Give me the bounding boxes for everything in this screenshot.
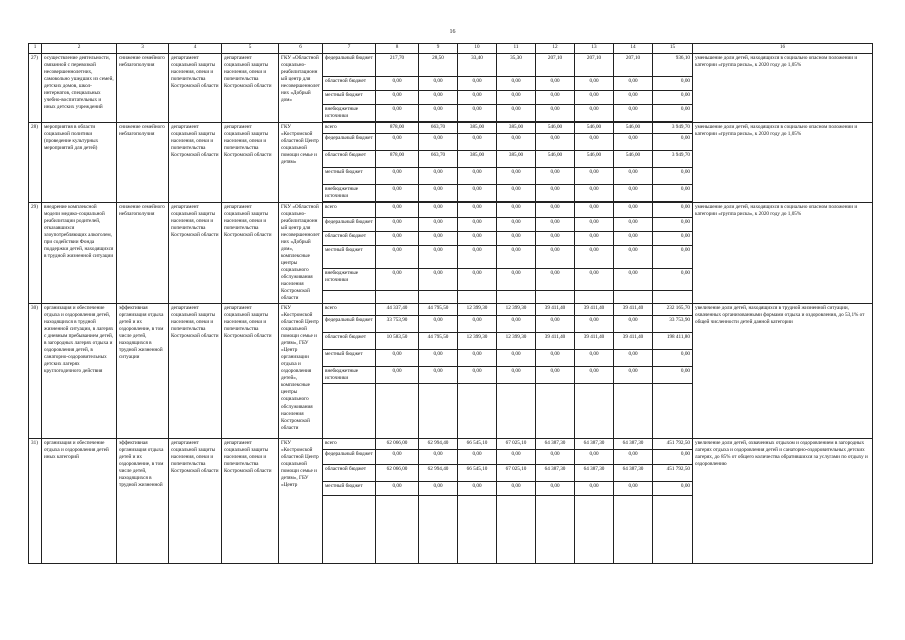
amount-cell: 0,00 (497, 482, 536, 496)
coordinator-cell: департамент социальной защиты населения, опеки и попечительства Костромской области (169, 439, 222, 564)
amount-cell: 385,00 (497, 151, 536, 168)
amount-cell: 67 025,10 (497, 465, 536, 482)
funding-source-cell: местный бюджет (323, 168, 376, 185)
amount-cell: 0,00 (419, 367, 458, 384)
amount-cell: 0,00 (536, 231, 575, 245)
amount-cell: 0,00 (536, 268, 575, 290)
amount-cell: 64 387,30 (575, 439, 614, 450)
empty-cell (575, 496, 614, 564)
action-cell: мероприятия в области социальной политики (проведение культурных мероприятий для детей) (42, 123, 117, 203)
amount-cell: 0,00 (653, 367, 693, 384)
funding-source-cell: областной бюджет (323, 465, 376, 482)
amount-cell: 0,00 (458, 450, 497, 465)
coordinator-cell: департамент социальной защиты населения, опеки и попечительства Костромской области (169, 304, 222, 439)
amount-cell: 0,00 (614, 185, 653, 202)
customer-cell: департамент социальной защиты населения, опеки и попечительства Костромской области (222, 123, 279, 203)
amount-cell: 0,00 (614, 450, 653, 465)
amount-cell: 0,00 (575, 217, 614, 231)
amount-cell: 0,00 (419, 168, 458, 185)
executor-cell: ГКУ «Костромской областной Центр социальной помощи семье и детям», ГБУ «Центр (279, 439, 323, 564)
result-cell: увеличение доли детей, охваченных отдыхом и оздоровлением в загородных лагерях отдыха и оздоровления детей и санаторно-оздоровительных детских лагерях, до 85% от общего количества обратившихся за услугами по отдыху и оздоровлению (693, 439, 873, 564)
amount-cell: 0,00 (419, 105, 458, 122)
amount-cell: 0,00 (419, 134, 458, 151)
amount-cell: 0,00 (653, 217, 693, 231)
amount-cell: 0,00 (575, 203, 614, 217)
funding-source-cell: всего (323, 304, 376, 316)
amount-cell: 207,10 (614, 54, 653, 77)
amount-cell: 0,00 (536, 105, 575, 122)
amount-cell: 0,00 (614, 350, 653, 367)
funding-source-cell: всего (323, 123, 376, 134)
amount-cell: 0,00 (653, 231, 693, 245)
amount-cell: 66 545,10 (458, 465, 497, 482)
amount-cell: 39 411,40 (575, 333, 614, 350)
header-cell: 10 (458, 44, 497, 54)
amount-cell: 198 411,80 (653, 333, 693, 350)
amount-cell: 0,00 (497, 91, 536, 105)
amount-cell: 0,00 (536, 450, 575, 465)
header-cell: 2 (42, 44, 117, 54)
executor-cell: ГКУ «Костромской областной Центр социальной помощи семье и детям» (279, 123, 323, 203)
amount-cell: 0,00 (653, 482, 693, 496)
amount-cell: 0,00 (458, 168, 497, 185)
header-cell: 9 (419, 44, 458, 54)
amount-cell: 451 792,50 (653, 465, 693, 482)
amount-cell: 0,00 (458, 246, 497, 268)
amount-cell: 0,00 (614, 134, 653, 151)
empty-cell (536, 496, 575, 564)
funding-source-cell: внебюджетные источники (323, 268, 376, 290)
amount-cell: 0,00 (419, 482, 458, 496)
funding-source-cell: местный бюджет (323, 91, 376, 105)
empty-cell (376, 384, 419, 439)
amount-cell: 0,00 (419, 77, 458, 91)
amount-cell: 64 387,30 (575, 465, 614, 482)
amount-cell: 385,00 (497, 123, 536, 134)
amount-cell: 0,00 (497, 185, 536, 202)
action-cell: внедрение комплексной модели медико-социальной реабилитации родителей, отказавшихся злоупотребляющих алкоголем, при содействии Фонда поддержки детей, находящихся в трудной жизненной ситуации (42, 203, 117, 304)
funding-source-cell: федеральный бюджет (323, 450, 376, 465)
amount-cell: 0,00 (458, 77, 497, 91)
empty-cell (419, 384, 458, 439)
amount-cell: 0,00 (614, 105, 653, 122)
amount-cell: 0,00 (536, 367, 575, 384)
amount-cell: 12 399,30 (458, 304, 497, 316)
amount-cell: 62 066,00 (376, 439, 419, 450)
header-cell: 6 (279, 44, 323, 54)
amount-cell: 878,00 (376, 151, 419, 168)
amount-cell: 62 066,00 (376, 465, 419, 482)
amount-cell: 0,00 (376, 134, 419, 151)
funding-source-cell: федеральный бюджет (323, 217, 376, 231)
amount-cell: 0,00 (653, 246, 693, 268)
amount-cell: 546,00 (614, 123, 653, 134)
amount-cell: 0,00 (376, 350, 419, 367)
amount-cell: 33 753,90 (376, 316, 419, 333)
amount-cell: 546,00 (614, 151, 653, 168)
amount-cell: 878,00 (376, 123, 419, 134)
table-row (29, 439, 873, 450)
empty-cell (575, 291, 614, 304)
header-cell: 8 (376, 44, 419, 54)
amount-cell: 0,00 (536, 168, 575, 185)
row-number: 29) (29, 203, 42, 304)
amount-cell: 0,00 (376, 105, 419, 122)
funding-source-cell: федеральный бюджет (323, 54, 376, 77)
amount-cell: 0,00 (497, 77, 536, 91)
empty-cell (458, 291, 497, 304)
amount-cell: 0,00 (536, 217, 575, 231)
amount-cell: 0,00 (653, 185, 693, 202)
coordinator-cell: департамент социальной защиты населения, опеки и попечительства Костромской области (169, 54, 222, 123)
empty-cell (323, 496, 376, 564)
amount-cell: 0,00 (575, 316, 614, 333)
amount-cell: 385,00 (458, 123, 497, 134)
amount-cell: 64 387,30 (536, 439, 575, 450)
amount-cell: 0,00 (497, 350, 536, 367)
amount-cell: 0,00 (458, 367, 497, 384)
program-table (28, 43, 873, 564)
amount-cell: 0,00 (419, 450, 458, 465)
row-number: 28) (29, 123, 42, 203)
amount-cell: 0,00 (536, 185, 575, 202)
empty-cell (376, 291, 419, 304)
empty-cell (497, 291, 536, 304)
empty-cell (323, 384, 376, 439)
header-cell: 3 (117, 44, 169, 54)
amount-cell: 0,00 (614, 367, 653, 384)
amount-cell: 67 025,10 (497, 439, 536, 450)
amount-cell: 0,00 (575, 482, 614, 496)
amount-cell: 0,00 (497, 268, 536, 290)
amount-cell: 0,00 (614, 91, 653, 105)
amount-cell: 0,00 (458, 231, 497, 245)
header-cell: 7 (323, 44, 376, 54)
funding-source-cell: местный бюджет (323, 482, 376, 496)
amount-cell: 0,00 (376, 450, 419, 465)
funding-source-cell: областной бюджет (323, 231, 376, 245)
amount-cell: 0,00 (536, 482, 575, 496)
action-cell: организация и обеспечение отдыха и оздоровления детей, находящихся в трудной жизненной ситуации, в лагерях с дневным пребыванием детей, в загородных лагерях отдыха и оздоровления детей, в санаторно-оздоровительных детских лагерях круглогодичного действия (42, 304, 117, 439)
executor-cell: ГКУ «Областной социально-реабилитационный центр для несовершеннолетних «Добрый дом» (279, 54, 323, 123)
result-cell: уменьшение доли детей, находящихся в социально опасном положении и категории «группа риска», к 2020 году до 1,05% (693, 54, 873, 123)
empty-cell (419, 496, 458, 564)
goal-cell: снижение семейного неблагополучия (117, 123, 169, 203)
empty-cell (497, 496, 536, 564)
amount-cell: 0,00 (419, 231, 458, 245)
amount-cell: 0,00 (458, 268, 497, 290)
amount-cell: 0,00 (614, 168, 653, 185)
amount-cell: 0,00 (653, 350, 693, 367)
amount-cell: 64 387,30 (614, 465, 653, 482)
amount-cell: 0,00 (575, 350, 614, 367)
amount-cell: 0,00 (536, 316, 575, 333)
amount-cell: 0,00 (575, 91, 614, 105)
amount-cell: 0,00 (536, 134, 575, 151)
header-cell: 11 (497, 44, 536, 54)
amount-cell: 0,00 (458, 316, 497, 333)
amount-cell: 207,10 (536, 54, 575, 77)
funding-source-cell: областной бюджет (323, 77, 376, 91)
funding-source-cell: федеральный бюджет (323, 316, 376, 333)
empty-cell (536, 384, 575, 439)
amount-cell: 0,00 (376, 203, 419, 217)
table-row (29, 304, 873, 316)
table-row (29, 54, 873, 77)
empty-cell (323, 291, 376, 304)
empty-cell (497, 384, 536, 439)
amount-cell: 0,00 (376, 217, 419, 231)
amount-cell: 0,00 (653, 105, 693, 122)
amount-cell: 0,00 (419, 203, 458, 217)
amount-cell: 0,00 (458, 350, 497, 367)
amount-cell: 28,50 (419, 54, 458, 77)
amount-cell: 0,00 (376, 246, 419, 268)
amount-cell: 0,00 (653, 134, 693, 151)
amount-cell: 0,00 (458, 203, 497, 217)
coordinator-cell: департамент социальной защиты населения, опеки и попечительства Костромской области (169, 123, 222, 203)
amount-cell: 39 411,40 (614, 304, 653, 316)
amount-cell: 0,00 (376, 185, 419, 202)
funding-source-cell: внебюджетные источники (323, 105, 376, 122)
header-cell: 13 (575, 44, 614, 54)
amount-cell: 35,30 (497, 54, 536, 77)
amount-cell: 0,00 (497, 217, 536, 231)
amount-cell: 0,00 (614, 203, 653, 217)
row-number: 27) (29, 54, 42, 123)
amount-cell: 0,00 (575, 185, 614, 202)
amount-cell: 0,00 (419, 217, 458, 231)
customer-cell: департамент социальной защиты населения, опеки и попечительства Костромской области (222, 304, 279, 439)
amount-cell: 0,00 (614, 268, 653, 290)
customer-cell: департамент социальной защиты населения, опеки и попечительства Костромской области (222, 203, 279, 304)
page-number: 16 (449, 29, 456, 35)
amount-cell: 451 792,50 (653, 439, 693, 450)
amount-cell: 0,00 (497, 246, 536, 268)
customer-cell: департамент социальной защиты населения, опеки и попечительства Костромской области (222, 54, 279, 123)
funding-source-cell: внебюджетные источники (323, 367, 376, 384)
amount-cell: 0,00 (497, 367, 536, 384)
amount-cell: 44 795,50 (419, 333, 458, 350)
header-cell: 5 (222, 44, 279, 54)
header-cell: 15 (653, 44, 693, 54)
empty-cell (653, 496, 693, 564)
amount-cell: 0,00 (536, 77, 575, 91)
amount-cell: 39 411,40 (536, 333, 575, 350)
amount-cell: 663,70 (419, 123, 458, 134)
empty-cell (614, 496, 653, 564)
amount-cell: 0,00 (614, 217, 653, 231)
empty-cell (614, 384, 653, 439)
amount-cell: 0,00 (536, 203, 575, 217)
amount-cell: 12 399,30 (497, 304, 536, 316)
amount-cell: 217,70 (376, 54, 419, 77)
funding-source-cell: местный бюджет (323, 246, 376, 268)
funding-source-cell: всего (323, 439, 376, 450)
coordinator-cell: департамент социальной защиты населения, опеки и попечительства Костромской области (169, 203, 222, 304)
amount-cell: 0,00 (497, 231, 536, 245)
amount-cell: 0,00 (419, 268, 458, 290)
amount-cell: 64 387,30 (536, 465, 575, 482)
goal-cell: эффективная организация отдыха детей и их оздоровление, в том числе детей, находящихся в трудной жизненной (117, 439, 169, 564)
amount-cell: 546,00 (536, 151, 575, 168)
amount-cell: 12 399,30 (458, 333, 497, 350)
amount-cell: 0,00 (376, 268, 419, 290)
amount-cell: 207,10 (575, 54, 614, 77)
amount-cell: 0,00 (497, 105, 536, 122)
amount-cell: 0,00 (458, 217, 497, 231)
amount-cell: 0,00 (575, 246, 614, 268)
amount-cell: 0,00 (575, 268, 614, 290)
empty-cell (419, 291, 458, 304)
amount-cell: 0,00 (575, 168, 614, 185)
amount-cell: 0,00 (497, 450, 536, 465)
empty-cell (653, 291, 693, 304)
amount-cell: 385,00 (458, 151, 497, 168)
amount-cell: 3 949,70 (653, 151, 693, 168)
funding-source-cell: областной бюджет (323, 333, 376, 350)
empty-cell (536, 291, 575, 304)
amount-cell: 0,00 (458, 185, 497, 202)
amount-cell: 0,00 (376, 168, 419, 185)
row-number: 31) (29, 439, 42, 564)
header-cell: 1 (29, 44, 42, 54)
amount-cell: 44 795,50 (419, 304, 458, 316)
amount-cell: 0,00 (419, 316, 458, 333)
amount-cell: 0,00 (653, 450, 693, 465)
header-row (29, 44, 873, 54)
amount-cell: 66 545,10 (458, 439, 497, 450)
amount-cell: 0,00 (575, 450, 614, 465)
amount-cell: 0,00 (653, 203, 693, 217)
amount-cell: 39 411,40 (614, 333, 653, 350)
amount-cell: 0,00 (653, 168, 693, 185)
amount-cell: 0,00 (653, 77, 693, 91)
amount-cell: 546,00 (575, 123, 614, 134)
empty-cell (614, 291, 653, 304)
amount-cell: 0,00 (497, 134, 536, 151)
result-cell: увеличение доли детей, находящихся в трудной жизненной ситуации, охваченных организованными формами отдыха и оздоровления, до 53,1% от общей численности детей данной категории (693, 304, 873, 439)
amount-cell: 0,00 (458, 482, 497, 496)
action-cell: осуществление деятельности, связанной с перевозкой несовершеннолетних, самовольно ушедших из семей, детских домов, школ-интернатов, специальных учебно-воспитательных и иных детских учреждений (42, 54, 117, 123)
amount-cell: 232 165,70 (653, 304, 693, 316)
amount-cell: 0,00 (419, 350, 458, 367)
empty-cell (376, 496, 419, 564)
empty-cell (458, 496, 497, 564)
action-cell: организация и обеспечение отдыха и оздоровления детей иных категорий (42, 439, 117, 564)
customer-cell: департамент социальной защиты населения, опеки и попечительства Костромской области (222, 439, 279, 564)
executor-cell: ГКУ «Областной социально-реабилитационный центр для несовершеннолетних «Добрый дом», комплексные центры социального обслуживания населения Костромской области (279, 203, 323, 304)
amount-cell: 12 399,30 (497, 333, 536, 350)
amount-cell: 546,00 (536, 123, 575, 134)
amount-cell: 0,00 (419, 91, 458, 105)
header-cell: 4 (169, 44, 222, 54)
result-cell: уменьшение доли детей, находящихся в социально опасном положении и категории «группа риска», к 2020 году до 1,05% (693, 123, 873, 203)
funding-source-cell: всего (323, 203, 376, 217)
amount-cell: 0,00 (419, 185, 458, 202)
table-row (29, 203, 873, 217)
amount-cell: 0,00 (653, 268, 693, 290)
amount-cell: 0,00 (614, 316, 653, 333)
amount-cell: 0,00 (497, 203, 536, 217)
goal-cell: эффективная организация отдыха детей и их оздоровление, в том числе детей, находящихся в трудной жизненной ситуации (117, 304, 169, 439)
amount-cell: 0,00 (458, 105, 497, 122)
goal-cell: снижение семейного неблагополучия (117, 54, 169, 123)
funding-source-cell: местный бюджет (323, 350, 376, 367)
amount-cell: 0,00 (536, 246, 575, 268)
header-cell: 14 (614, 44, 653, 54)
amount-cell: 0,00 (575, 134, 614, 151)
amount-cell: 33,40 (458, 54, 497, 77)
amount-cell: 0,00 (575, 105, 614, 122)
amount-cell: 0,00 (458, 134, 497, 151)
amount-cell: 39 411,40 (536, 304, 575, 316)
amount-cell: 62 994,40 (419, 439, 458, 450)
amount-cell: 663,70 (419, 151, 458, 168)
result-cell: уменьшение доли детей, находящихся в социально опасном положении и категории «группа риска», к 2020 году до 1,05% (693, 203, 873, 304)
amount-cell: 0,00 (536, 350, 575, 367)
amount-cell: 10 583,50 (376, 333, 419, 350)
funding-source-cell: федеральный бюджет (323, 134, 376, 151)
amount-cell: 0,00 (376, 77, 419, 91)
amount-cell: 0,00 (376, 482, 419, 496)
amount-cell: 0,00 (458, 91, 497, 105)
amount-cell: 0,00 (575, 77, 614, 91)
amount-cell: 0,00 (376, 91, 419, 105)
amount-cell: 0,00 (419, 246, 458, 268)
empty-cell (458, 384, 497, 439)
amount-cell: 0,00 (376, 231, 419, 245)
goal-cell: снижение семейного неблагополучия (117, 203, 169, 304)
amount-cell: 64 387,30 (614, 439, 653, 450)
amount-cell: 0,00 (497, 168, 536, 185)
amount-cell: 0,00 (376, 367, 419, 384)
header-cell: 12 (536, 44, 575, 54)
header-cell: 16 (693, 44, 873, 54)
amount-cell: 0,00 (536, 91, 575, 105)
amount-cell: 0,00 (614, 231, 653, 245)
empty-cell (575, 384, 614, 439)
amount-cell: 936,10 (653, 54, 693, 77)
table-row (29, 123, 873, 134)
amount-cell: 0,00 (614, 77, 653, 91)
amount-cell: 0,00 (653, 91, 693, 105)
amount-cell: 39 411,40 (575, 304, 614, 316)
amount-cell: 0,00 (575, 367, 614, 384)
executor-cell: ГКУ «Костромской областной Центр социальной помощи семье и детям», ГБУ «Центр организации отдыха и оздоровления детей», комплексные центры социального обслуживания населения Костромской области (279, 304, 323, 439)
amount-cell: 0,00 (614, 482, 653, 496)
row-number: 30) (29, 304, 42, 439)
amount-cell: 3 949,70 (653, 123, 693, 134)
amount-cell: 546,00 (575, 151, 614, 168)
amount-cell: 0,00 (575, 231, 614, 245)
amount-cell: 0,00 (614, 246, 653, 268)
amount-cell: 62 994,40 (419, 465, 458, 482)
amount-cell: 33 753,90 (653, 316, 693, 333)
empty-cell (653, 384, 693, 439)
funding-source-cell: внебюджетные источники (323, 185, 376, 202)
funding-source-cell: областной бюджет (323, 151, 376, 168)
amount-cell: 44 337,40 (376, 304, 419, 316)
amount-cell: 0,00 (497, 316, 536, 333)
